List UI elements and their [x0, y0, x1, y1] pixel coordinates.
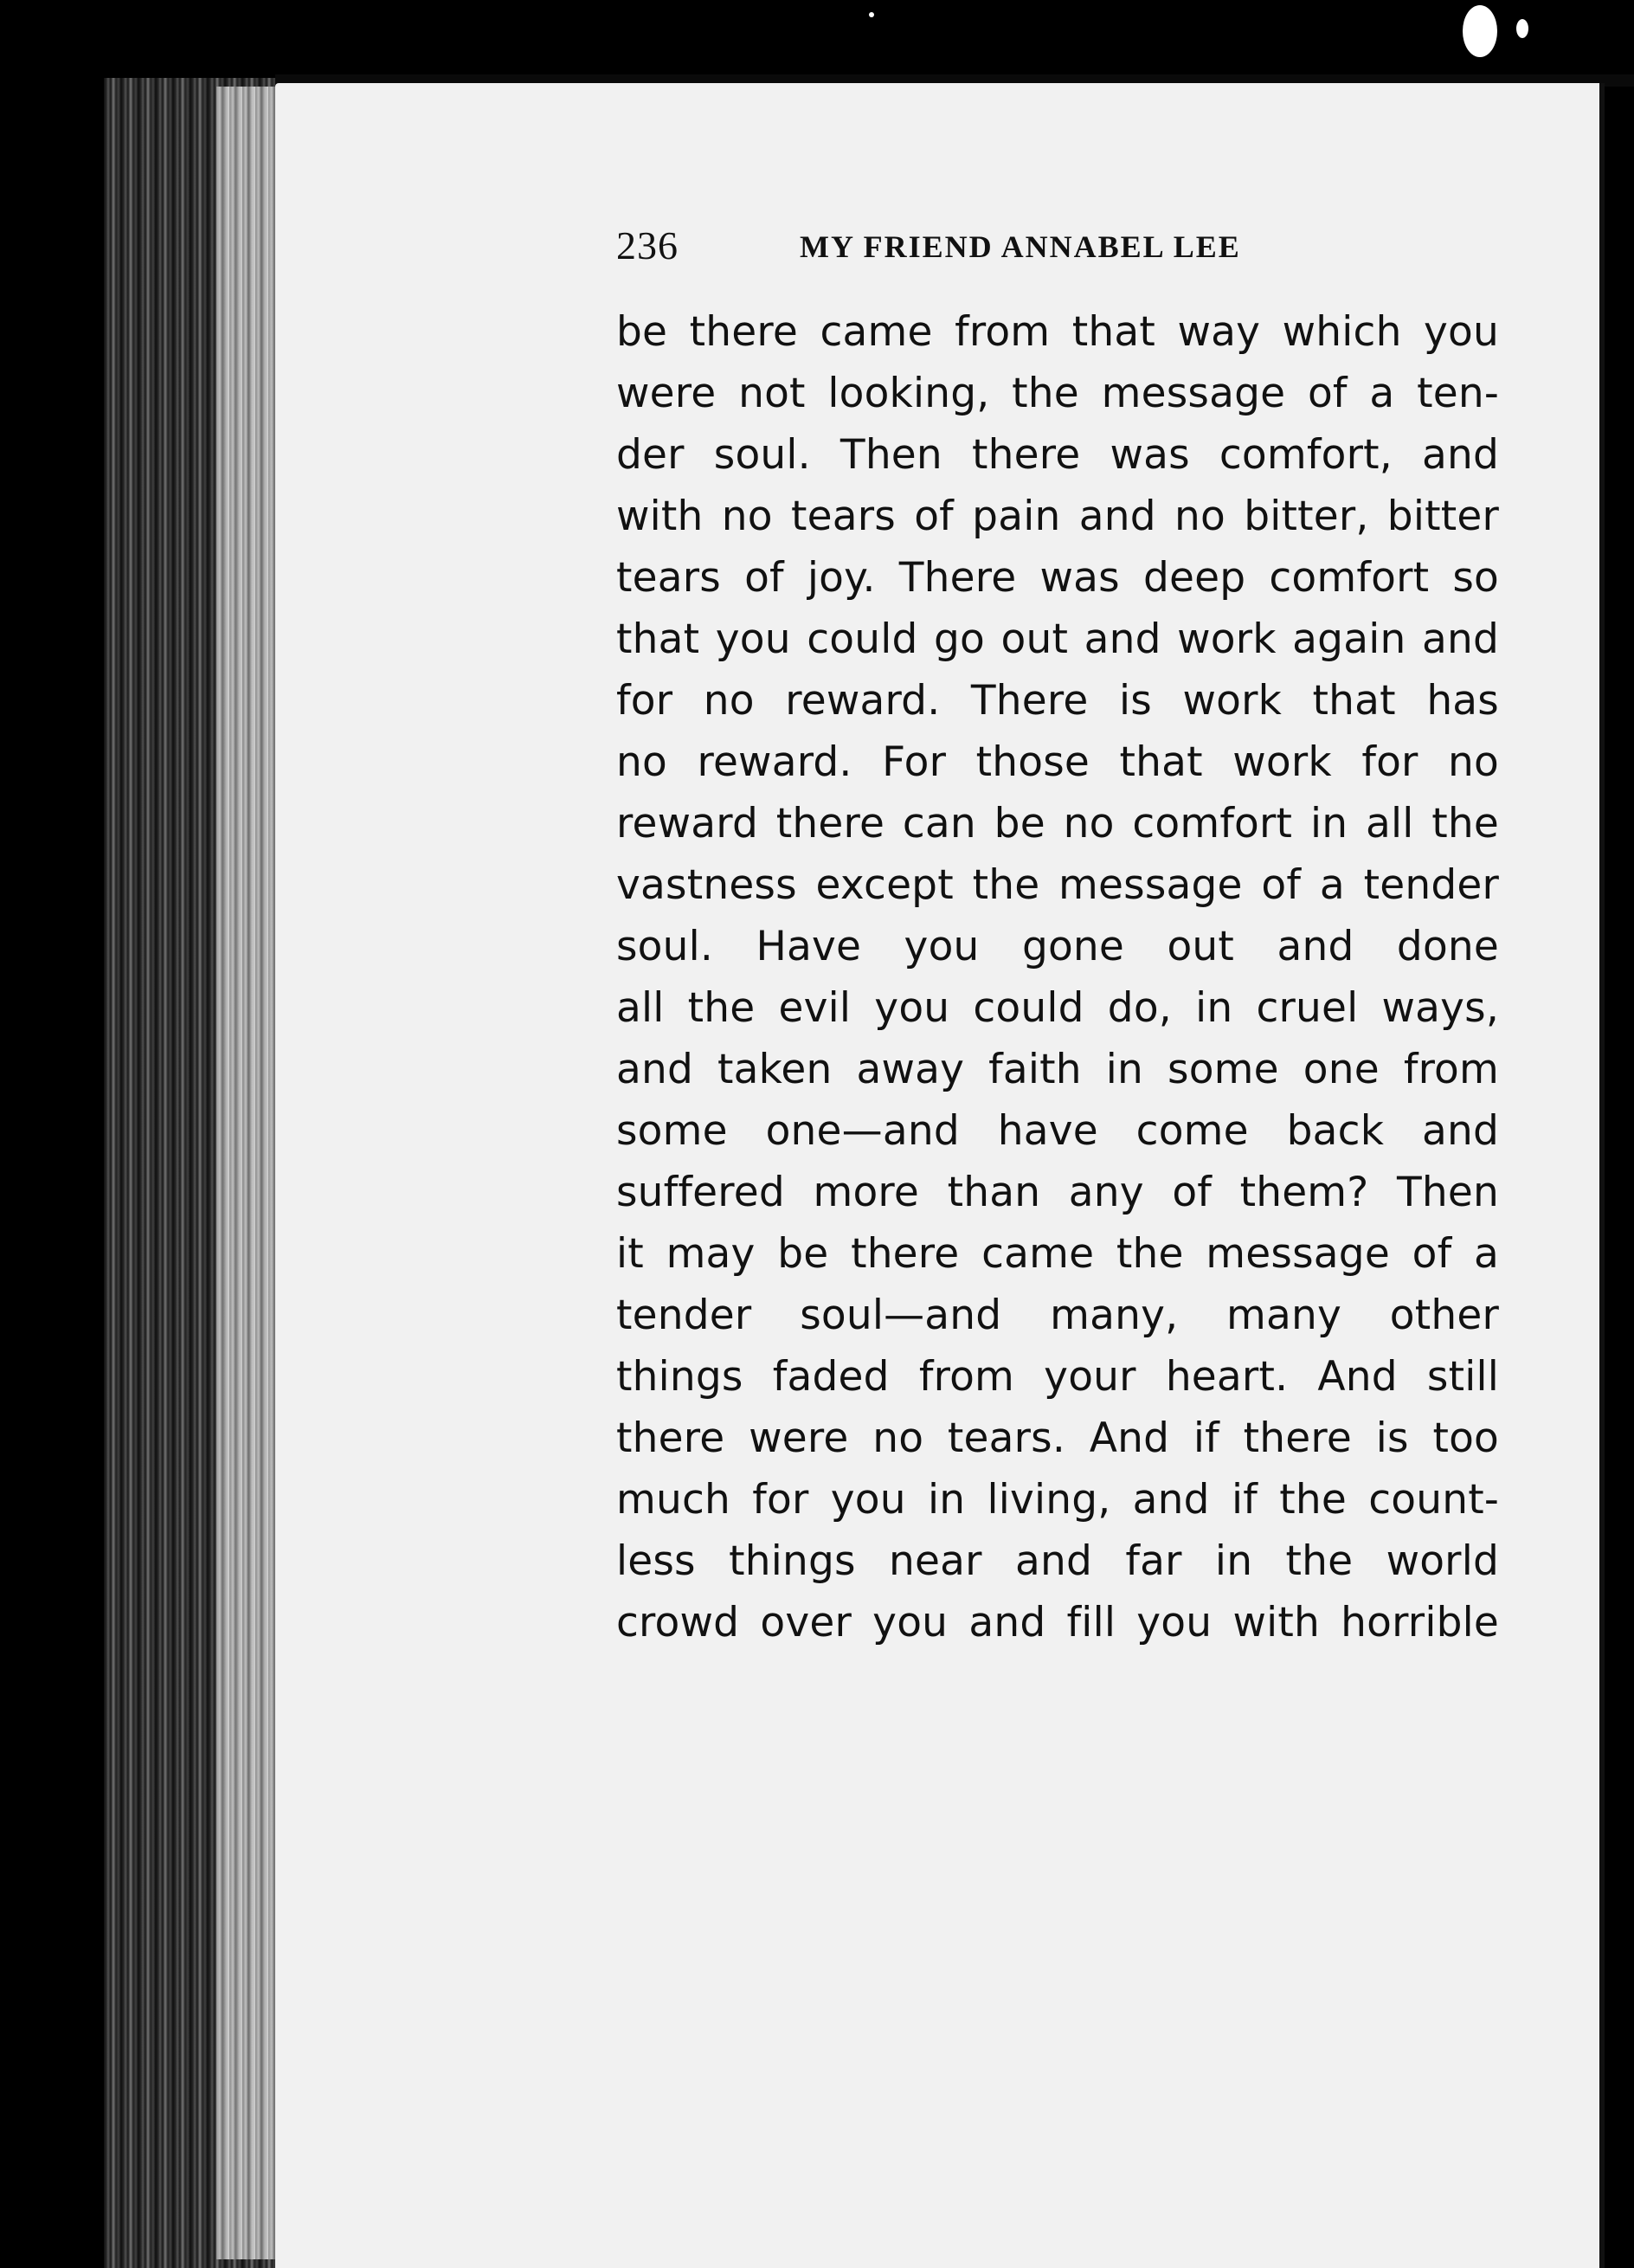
text-line: vastness except the message of a tender [616, 861, 1499, 909]
text-line: for no reward. There is work that has [616, 677, 1499, 725]
text-line: less things near and far in the world [616, 1537, 1499, 1585]
text-line: der soul. Then there was comfort, and [616, 431, 1499, 479]
text-line: and taken away faith in some one from [616, 1046, 1499, 1093]
scan-speck [1463, 5, 1497, 57]
text-line: tender soul—and many, many other [616, 1292, 1499, 1339]
text-line: soul. Have you gone out and done [616, 923, 1499, 970]
text-line: crowd over you and fill you with horrible [616, 1599, 1499, 1646]
text-line: be there came from that way which you [616, 308, 1499, 356]
text-line: were not looking, the message of a ten- [616, 370, 1499, 417]
text-line: no reward. For those that work for no [616, 738, 1499, 786]
text-line: that you could go out and work again and [616, 615, 1499, 663]
scan-speck [1516, 19, 1528, 38]
text-line: things faded from your heart. And still [616, 1353, 1499, 1401]
body-text [616, 301, 1499, 1653]
text-line: suffered more than any of them? Then [616, 1169, 1499, 1216]
text-line: reward there can be no comfort in all the [616, 800, 1499, 847]
text-line: all the evil you could do, in cruel ways, [616, 984, 1499, 1032]
page-number: 236 [616, 223, 679, 267]
text-line: some one—and have come back and [616, 1107, 1499, 1155]
text-line: with no tears of pain and no bitter, bitter [616, 493, 1499, 540]
running-header [616, 220, 1499, 272]
text-line: it may be there came the message of a [616, 1230, 1499, 1278]
text-line: there were no tears. And if there is too [616, 1414, 1499, 1462]
running-head-title: MY FRIEND ANNABEL LEE [800, 229, 1241, 264]
text-line: tears of joy. There was deep comfort so [616, 554, 1499, 602]
scan-speck [869, 12, 874, 17]
text-line: much for you in living, and if the count- [616, 1476, 1499, 1524]
